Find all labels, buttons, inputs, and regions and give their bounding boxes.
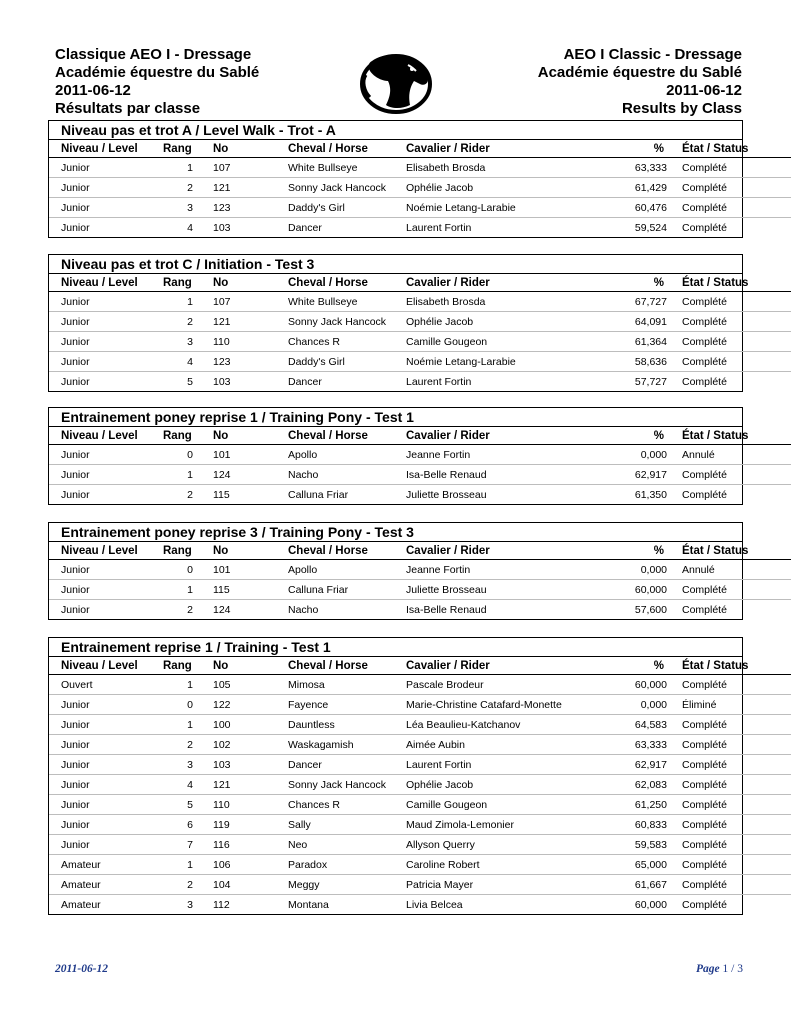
- column-header-percent: %: [576, 274, 667, 292]
- cell-horse: Dancer: [288, 755, 406, 775]
- cell-rider: Juliette Brosseau: [406, 488, 487, 501]
- cell-rank: 3: [161, 332, 193, 352]
- cell-horse: Fayence: [288, 695, 406, 715]
- column-header-horse: Cheval / Horse: [288, 542, 406, 560]
- table-row: [49, 855, 791, 875]
- cell-rank: 1: [161, 158, 193, 178]
- event-title-fr: Classique AEO I - Dressage: [55, 46, 252, 63]
- class-results-section: [48, 407, 749, 505]
- cell-bib-number: 112: [213, 898, 230, 911]
- horse-head-logo: [358, 51, 434, 115]
- cell-rider: Noémie Letang-Larabie: [406, 198, 576, 218]
- column-header-rider: Cavalier / Rider: [406, 140, 576, 158]
- column-header-horse: Cheval / Horse: [288, 657, 406, 675]
- cell-status: Complété: [667, 292, 791, 312]
- cell-bib-number: 121: [193, 312, 288, 332]
- cell-percent: 61,250: [576, 795, 667, 815]
- column-header-level: Niveau / Level: [49, 657, 161, 675]
- cell-status: Complété: [667, 352, 791, 372]
- table-row: [49, 218, 791, 238]
- page-separator: /: [728, 963, 738, 975]
- column-header-status: État / Status: [667, 657, 791, 675]
- cell-percent: 61,350: [634, 488, 667, 501]
- results-table: [49, 274, 791, 391]
- cell-rider: Laurent Fortin: [406, 755, 576, 775]
- cell-bib-number: 122: [193, 695, 288, 715]
- cell-status: Éliminé: [667, 695, 791, 715]
- cell-status: Complété: [667, 775, 791, 795]
- cell-horse: Neo: [288, 835, 406, 855]
- cell-level: Junior: [49, 795, 161, 815]
- cell-percent: 64,091: [576, 312, 667, 332]
- cell-rider: Isa-Belle Renaud: [406, 603, 487, 616]
- page-word: Page: [696, 963, 720, 975]
- cell-level: Junior: [49, 178, 161, 198]
- cell-percent: 62,083: [576, 775, 667, 795]
- page-total: 3: [737, 963, 743, 975]
- cell-bib-number: 115: [213, 488, 230, 501]
- cell-status: Complété: [667, 178, 791, 198]
- cell-horse: Paradox: [288, 855, 406, 875]
- cell-percent: 60,476: [576, 198, 667, 218]
- cell-horse: Daddy's Girl: [288, 198, 406, 218]
- cell-horse: Chances R: [288, 795, 406, 815]
- column-header-level: Niveau / Level: [49, 140, 161, 158]
- cell-horse: Daddy's Girl: [288, 352, 406, 372]
- table-row: [49, 372, 791, 392]
- cell-rider: Isa-Belle Renaud: [406, 465, 576, 485]
- cell-rank: 7: [161, 835, 193, 855]
- cell-horse: Dauntless: [288, 715, 406, 735]
- column-header-horse: Cheval / Horse: [288, 140, 406, 158]
- cell-horse: Chances R: [288, 332, 406, 352]
- header-french: [55, 46, 259, 118]
- cell-rank: 4: [161, 775, 193, 795]
- cell-bib-number: 103: [193, 755, 288, 775]
- cell-status: Complété: [667, 795, 791, 815]
- column-header-rider: Cavalier / Rider: [406, 657, 576, 675]
- table-row: [49, 775, 791, 795]
- table-row: [49, 600, 791, 620]
- cell-level: Junior: [49, 695, 161, 715]
- cell-status: Complété: [667, 580, 791, 600]
- cell-status: Complété: [667, 815, 791, 835]
- report-title-fr: Résultats par classe: [55, 100, 201, 117]
- cell-horse: Sonny Jack Hancock: [288, 312, 406, 332]
- cell-status: Complété: [667, 855, 791, 875]
- cell-level: Junior: [49, 198, 161, 218]
- column-header-bib-number: No: [193, 657, 288, 675]
- cell-rank: 2: [161, 312, 193, 332]
- cell-level: Junior: [49, 332, 161, 352]
- cell-rank: 3: [187, 898, 193, 911]
- cell-bib-number: 106: [193, 855, 288, 875]
- cell-status: Complété: [682, 603, 727, 616]
- cell-percent: 0,000: [576, 560, 667, 580]
- table-row: [49, 735, 791, 755]
- cell-rider: Camille Gougeon: [406, 332, 576, 352]
- cell-status: Complété: [682, 221, 727, 234]
- cell-bib-number: 123: [193, 198, 288, 218]
- cell-rank: 2: [161, 178, 193, 198]
- cell-horse: Montana: [288, 898, 329, 911]
- cell-rider: Noémie Letang-Larabie: [406, 352, 576, 372]
- event-title-en: AEO I Classic - Dressage: [563, 46, 742, 63]
- cell-level: Junior: [49, 292, 161, 312]
- table-row: [49, 675, 791, 695]
- cell-bib-number: 124: [213, 603, 231, 616]
- cell-percent: 57,727: [634, 375, 667, 388]
- cell-bib-number: 107: [193, 292, 288, 312]
- cell-status: Complété: [667, 465, 791, 485]
- cell-status: Complété: [667, 835, 791, 855]
- cell-level: Junior: [49, 755, 161, 775]
- cell-percent: 60,833: [576, 815, 667, 835]
- table-header-row: [49, 427, 791, 445]
- column-header-rank: Rang: [161, 657, 193, 675]
- cell-rider: Patricia Mayer: [406, 875, 576, 895]
- cell-bib-number: 119: [193, 815, 288, 835]
- table-row: [49, 580, 791, 600]
- cell-horse: Nacho: [288, 465, 406, 485]
- table-header-row: [49, 140, 791, 158]
- class-results-section: [48, 254, 749, 392]
- cell-status: Complété: [667, 158, 791, 178]
- cell-rank: 2: [187, 488, 193, 501]
- column-header-percent: %: [576, 427, 667, 445]
- table-row: [49, 875, 791, 895]
- cell-percent: 63,333: [576, 735, 667, 755]
- cell-percent: 67,727: [576, 292, 667, 312]
- cell-percent: 59,524: [634, 221, 667, 234]
- cell-bib-number: 115: [193, 580, 288, 600]
- table-row: [49, 332, 791, 352]
- column-header-rider: Cavalier / Rider: [406, 542, 576, 560]
- column-header-level: Niveau / Level: [49, 542, 161, 560]
- cell-percent: 0,000: [576, 695, 667, 715]
- column-header-rider: Cavalier / Rider: [406, 427, 576, 445]
- cell-bib-number: 110: [193, 795, 288, 815]
- page-header: [0, 0, 791, 120]
- cell-status: Complété: [667, 675, 791, 695]
- cell-level: Junior: [61, 375, 90, 388]
- cell-bib-number: 110: [193, 332, 288, 352]
- cell-percent: 59,583: [576, 835, 667, 855]
- results-table: [49, 427, 791, 504]
- table-row: [49, 198, 791, 218]
- page-footer: [55, 963, 743, 979]
- cell-percent: 63,333: [576, 158, 667, 178]
- table-row: [49, 815, 791, 835]
- column-header-percent: %: [576, 657, 667, 675]
- cell-horse: Apollo: [288, 445, 406, 465]
- footer-date: 2011-06-12: [55, 963, 109, 975]
- cell-percent: 64,583: [576, 715, 667, 735]
- results-table: [49, 657, 791, 914]
- cell-rider: Ophélie Jacob: [406, 312, 576, 332]
- cell-horse: White Bullseye: [288, 158, 406, 178]
- cell-level: Junior: [49, 775, 161, 795]
- table-row: [49, 178, 791, 198]
- cell-rider: Ophélie Jacob: [406, 775, 576, 795]
- cell-rank: 5: [161, 795, 193, 815]
- table-row: [49, 695, 791, 715]
- cell-percent: 60,000: [634, 898, 667, 911]
- cell-rank: 4: [187, 221, 193, 234]
- class-results-section: [48, 522, 749, 620]
- class-results-section: [48, 637, 749, 915]
- column-header-status: État / Status: [667, 140, 791, 158]
- cell-percent: 61,429: [576, 178, 667, 198]
- cell-rider: Aimée Aubin: [406, 735, 576, 755]
- cell-rank: 1: [161, 465, 193, 485]
- cell-horse: Sonny Jack Hancock: [288, 178, 406, 198]
- cell-status: Annulé: [667, 445, 791, 465]
- table-row: [49, 292, 791, 312]
- column-header-percent: %: [576, 542, 667, 560]
- column-header-bib-number: No: [193, 274, 288, 292]
- page-indicator: [696, 963, 743, 975]
- column-header-horse: Cheval / Horse: [288, 274, 406, 292]
- cell-level: Junior: [49, 560, 161, 580]
- table-row: [49, 445, 791, 465]
- table-row: [49, 795, 791, 815]
- cell-rank: 1: [161, 292, 193, 312]
- cell-horse: Mimosa: [288, 675, 406, 695]
- cell-rider: Juliette Brosseau: [406, 580, 576, 600]
- cell-level: Junior: [49, 465, 161, 485]
- cell-status: Complété: [667, 875, 791, 895]
- cell-horse: Dancer: [288, 375, 322, 388]
- cell-bib-number: 105: [193, 675, 288, 695]
- column-header-rank: Rang: [161, 542, 193, 560]
- cell-status: Complété: [682, 898, 727, 911]
- cell-horse: Calluna Friar: [288, 488, 349, 501]
- event-date-fr: 2011-06-12: [55, 82, 131, 99]
- cell-percent: 65,000: [576, 855, 667, 875]
- cell-rank: 1: [161, 675, 193, 695]
- cell-level: Junior: [49, 352, 161, 372]
- column-header-horse: Cheval / Horse: [288, 427, 406, 445]
- cell-level: Ouvert: [49, 675, 161, 695]
- table-row: [49, 560, 791, 580]
- cell-rank: 1: [161, 715, 193, 735]
- cell-rider: Allyson Querry: [406, 835, 576, 855]
- cell-rider: Léa Beaulieu-Katchanov: [406, 715, 576, 735]
- cell-rank: 0: [161, 695, 193, 715]
- cell-rider: Pascale Brodeur: [406, 675, 576, 695]
- column-header-level: Niveau / Level: [49, 427, 161, 445]
- column-header-status: État / Status: [667, 274, 791, 292]
- cell-percent: 60,000: [576, 675, 667, 695]
- class-title: Niveau pas et trot A / Level Walk - Trot - A: [49, 121, 742, 140]
- cell-level: Junior: [49, 158, 161, 178]
- cell-bib-number: 102: [193, 735, 288, 755]
- cell-bib-number: 103: [213, 375, 231, 388]
- column-header-rider: Cavalier / Rider: [406, 274, 576, 292]
- event-date-en: 2011-06-12: [666, 82, 742, 99]
- table-row: [49, 352, 791, 372]
- cell-level: Junior: [61, 488, 90, 501]
- cell-status: Annulé: [667, 560, 791, 580]
- cell-horse: Sally: [288, 815, 406, 835]
- cell-percent: 62,917: [576, 755, 667, 775]
- cell-rank: 1: [161, 580, 193, 600]
- cell-bib-number: 121: [193, 178, 288, 198]
- cell-rank: 2: [161, 875, 193, 895]
- cell-rank: 2: [161, 735, 193, 755]
- page-number: 1: [722, 963, 729, 975]
- cell-rider: Marie-Christine Catafard-Monette: [406, 695, 576, 715]
- cell-rider: Caroline Robert: [406, 855, 576, 875]
- table-row: [49, 465, 791, 485]
- class-title: Niveau pas et trot C / Initiation - Test 3: [49, 255, 742, 274]
- cell-level: Amateur: [49, 855, 161, 875]
- column-header-rank: Rang: [161, 140, 193, 158]
- cell-level: Junior: [49, 580, 161, 600]
- table-row: [49, 895, 791, 915]
- venue-en: Académie équestre du Sablé: [537, 64, 742, 81]
- table-row: [49, 158, 791, 178]
- cell-rider: Jeanne Fortin: [406, 445, 576, 465]
- results-table: [49, 140, 791, 237]
- cell-horse: White Bullseye: [288, 292, 406, 312]
- cell-horse: Meggy: [288, 875, 406, 895]
- table-header-row: [49, 657, 791, 675]
- table-header-row: [49, 542, 791, 560]
- venue-fr: Académie équestre du Sablé: [55, 64, 260, 81]
- cell-level: Junior: [49, 312, 161, 332]
- cell-horse: Waskagamish: [288, 735, 406, 755]
- cell-horse: Calluna Friar: [288, 580, 406, 600]
- cell-horse: Apollo: [288, 560, 406, 580]
- table-row: [49, 485, 791, 505]
- cell-bib-number: 103: [213, 221, 231, 234]
- table-row: [49, 715, 791, 735]
- cell-rank: 2: [187, 603, 193, 616]
- cell-bib-number: 101: [193, 445, 288, 465]
- cell-rider: Maud Zimola-Lemonier: [406, 815, 576, 835]
- cell-bib-number: 104: [193, 875, 288, 895]
- column-header-status: État / Status: [667, 542, 791, 560]
- cell-rank: 3: [161, 198, 193, 218]
- cell-percent: 61,364: [576, 332, 667, 352]
- column-header-rank: Rang: [161, 427, 193, 445]
- cell-status: Complété: [667, 715, 791, 735]
- cell-level: Junior: [49, 735, 161, 755]
- cell-percent: 58,636: [576, 352, 667, 372]
- cell-level: Junior: [49, 815, 161, 835]
- cell-status: Complété: [667, 312, 791, 332]
- report-title-en: Results by Class: [621, 100, 742, 117]
- cell-bib-number: 107: [193, 158, 288, 178]
- cell-rank: 1: [161, 855, 193, 875]
- cell-horse: Sonny Jack Hancock: [288, 775, 406, 795]
- cell-status: Complété: [682, 375, 727, 388]
- column-header-status: État / Status: [667, 427, 791, 445]
- cell-status: Complété: [667, 198, 791, 218]
- cell-bib-number: 101: [193, 560, 288, 580]
- cell-rider: Elisabeth Brosda: [406, 158, 576, 178]
- cell-rider: Laurent Fortin: [406, 375, 472, 388]
- cell-horse: Dancer: [288, 221, 322, 234]
- cell-bib-number: 124: [193, 465, 288, 485]
- cell-horse: Nacho: [288, 603, 319, 616]
- cell-level: Amateur: [61, 898, 101, 911]
- cell-rank: 3: [161, 755, 193, 775]
- cell-rank: 0: [161, 445, 193, 465]
- results-table: [49, 542, 791, 619]
- header-english: [538, 46, 742, 118]
- cell-rider: Ophélie Jacob: [406, 178, 576, 198]
- class-results-section: [48, 120, 749, 238]
- cell-percent: 57,600: [634, 603, 667, 616]
- class-title: Entrainement poney reprise 1 / Training Pony - Test 1: [49, 408, 742, 427]
- cell-percent: 0,000: [576, 445, 667, 465]
- cell-rider: Laurent Fortin: [406, 221, 472, 234]
- cell-level: Amateur: [49, 875, 161, 895]
- table-row: [49, 312, 791, 332]
- cell-level: Junior: [61, 221, 90, 234]
- cell-bib-number: 121: [193, 775, 288, 795]
- class-title: Entrainement poney reprise 3 / Training Pony - Test 3: [49, 523, 742, 542]
- cell-percent: 60,000: [576, 580, 667, 600]
- cell-rider: Jeanne Fortin: [406, 560, 576, 580]
- class-title: Entrainement reprise 1 / Training - Test 1: [49, 638, 742, 657]
- cell-level: Junior: [49, 835, 161, 855]
- cell-bib-number: 116: [193, 835, 288, 855]
- cell-bib-number: 123: [193, 352, 288, 372]
- cell-rank: 4: [161, 352, 193, 372]
- cell-rider: Camille Gougeon: [406, 795, 576, 815]
- cell-percent: 61,667: [576, 875, 667, 895]
- cell-level: Junior: [61, 603, 90, 616]
- cell-level: Junior: [49, 715, 161, 735]
- cell-status: Complété: [667, 755, 791, 775]
- cell-rank: 5: [187, 375, 193, 388]
- column-header-bib-number: No: [193, 542, 288, 560]
- column-header-percent: %: [576, 140, 667, 158]
- cell-status: Complété: [667, 735, 791, 755]
- column-header-rank: Rang: [161, 274, 193, 292]
- cell-status: Complété: [667, 332, 791, 352]
- cell-rank: 6: [161, 815, 193, 835]
- cell-bib-number: 100: [193, 715, 288, 735]
- column-header-bib-number: No: [193, 427, 288, 445]
- table-row: [49, 835, 791, 855]
- cell-level: Junior: [49, 445, 161, 465]
- cell-percent: 62,917: [576, 465, 667, 485]
- cell-rider: Elisabeth Brosda: [406, 292, 576, 312]
- column-header-level: Niveau / Level: [49, 274, 161, 292]
- table-row: [49, 755, 791, 775]
- cell-rider: Livia Belcea: [406, 898, 463, 911]
- cell-rank: 0: [161, 560, 193, 580]
- table-header-row: [49, 274, 791, 292]
- column-header-bib-number: No: [193, 140, 288, 158]
- cell-status: Complété: [682, 488, 727, 501]
